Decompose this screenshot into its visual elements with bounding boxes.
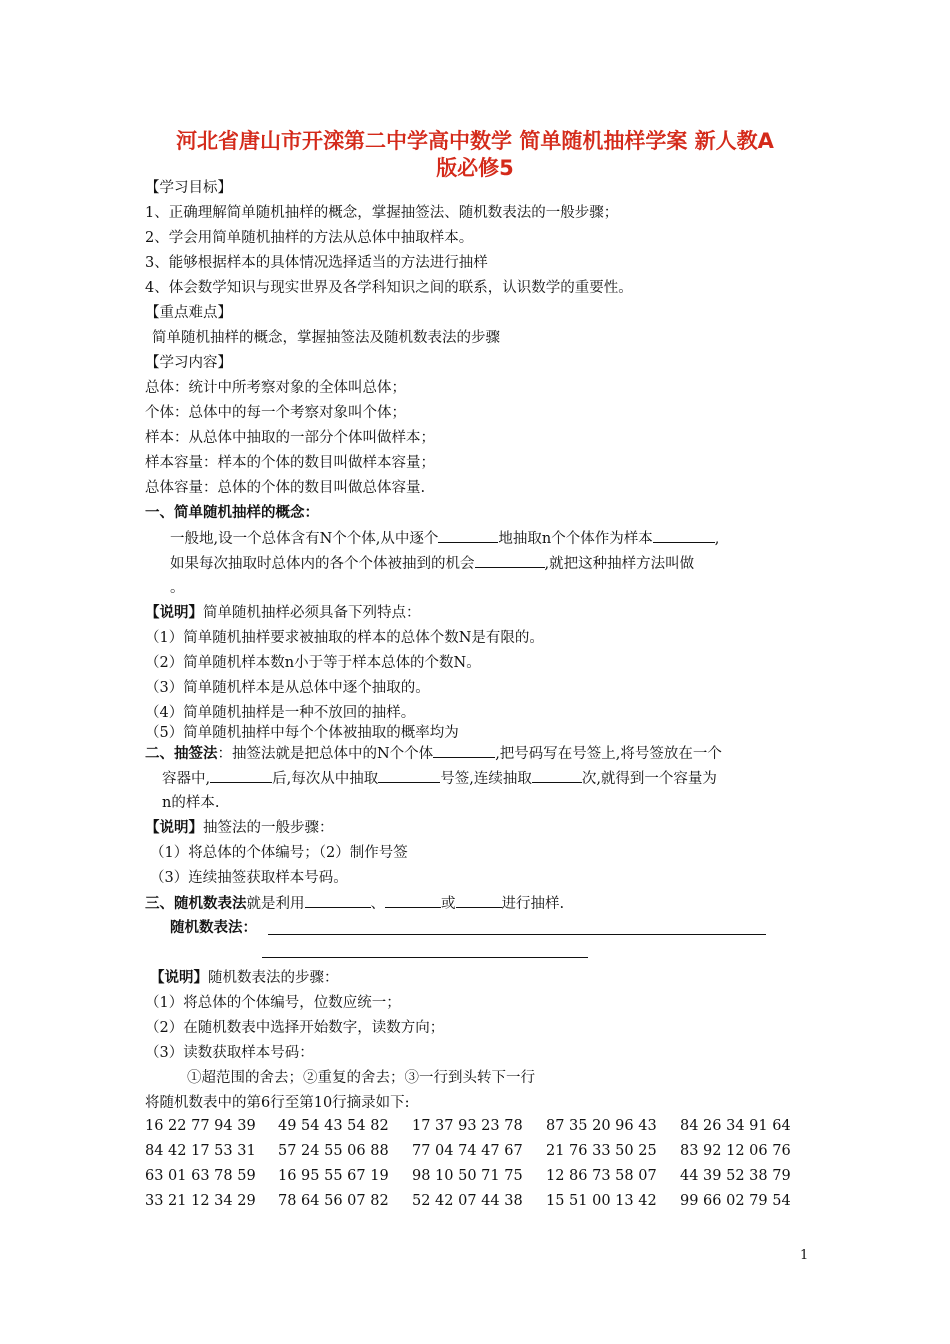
random-table-label: 随机数表法 [170, 920, 243, 936]
key-heading: 【重点难点】 [145, 305, 232, 321]
section2-note [145, 818, 334, 838]
number-group: 57 24 55 06 88 [278, 1143, 389, 1159]
text-run: 次,就得到一个容量为 [581, 771, 717, 787]
section1-paragraph-line3: 。 [170, 580, 185, 596]
reading-rules: ①超范围的舍去；②重复的舍去；③一行到头转下一行 [187, 1070, 535, 1086]
feature-point: （4）简单随机抽样是一种不放回的抽样。 [145, 705, 416, 721]
section1-paragraph-line2 [170, 553, 694, 574]
text-run: 地抽取n个个体作为样本 [498, 531, 653, 547]
number-group: 98 10 50 71 75 [412, 1168, 523, 1184]
fill-blank [378, 768, 440, 783]
text-run: 就是利用 [246, 896, 305, 912]
random-step: （2）在随机数表中选择开始数字，读数方向； [145, 1020, 445, 1036]
doc-title-line1: 河北省唐山市开滦第二中学高中数学 简单随机抽样学案 新人教A [176, 129, 774, 153]
random-step: （1）将总体的个体编号，位数应统一； [145, 995, 401, 1011]
section3-line1 [145, 893, 564, 914]
goals-heading: 【学习目标】 [145, 180, 232, 196]
text-run: 容器中, [162, 771, 211, 787]
number-group: 77 04 74 47 67 [412, 1143, 523, 1159]
goal-item: 3、能够根据样本的具体情况选择适当的方法进行抽样 [145, 255, 488, 271]
answer-line [268, 934, 766, 935]
content-heading: 【学习内容】 [145, 355, 232, 371]
number-group: 16 95 55 67 19 [278, 1168, 389, 1184]
number-group: 84 42 17 53 31 [145, 1143, 256, 1159]
fill-blank [475, 553, 545, 568]
doc-title-line2: 版必修5 [436, 156, 514, 180]
number-group: 78 64 56 07 82 [278, 1193, 389, 1209]
feature-point: （2）简单随机样本数n小于等于样本总体的个数N。 [145, 655, 481, 671]
text-run: ,把号码写在号签上,将号签放在一个 [495, 746, 722, 762]
definition: 总体容量：总体的个体的数目叫做总体容量. [145, 480, 426, 496]
number-group: 52 42 07 44 38 [412, 1193, 523, 1209]
goal-item: 4、体会数学知识与现实世界及各学科知识之间的联系，认识数学的重要性。 [145, 280, 633, 296]
definition: 样本容量：样本的个体的数目叫做样本容量； [145, 455, 435, 471]
text-run: , [714, 531, 720, 547]
definition: 样本：从总体中抽取的一部分个体叫做样本； [145, 430, 435, 446]
number-group: 16 22 77 94 39 [145, 1118, 256, 1134]
text-run: ,就把这种抽样方法叫做 [544, 556, 695, 572]
number-group: 87 35 20 96 43 [546, 1118, 657, 1134]
text-run: 号签,连续抽取 [440, 771, 532, 787]
fill-blank [210, 768, 272, 783]
fill-blank [653, 528, 715, 543]
fill-blank [438, 528, 498, 543]
number-group: 33 21 12 34 29 [145, 1193, 256, 1209]
section3-heading: 三、随机数表法 [145, 896, 247, 912]
lottery-step: （1）将总体的个体编号；（2）制作号签 [150, 845, 408, 861]
number-group: 83 92 12 06 76 [680, 1143, 791, 1159]
number-group: 15 51 00 13 42 [546, 1193, 657, 1209]
number-group: 17 37 93 23 78 [412, 1118, 523, 1134]
note-text: 简单随机抽样必须具备下列特点： [203, 605, 421, 621]
number-group: 21 76 33 50 25 [546, 1143, 657, 1159]
section1-paragraph-line1 [170, 528, 719, 549]
note-label: 【说明】 [145, 605, 203, 621]
fill-blank [385, 893, 441, 908]
number-group: 84 26 34 91 64 [680, 1118, 791, 1134]
section3-note [150, 968, 339, 988]
section2-line3: n的样本. [162, 795, 220, 811]
text-run: 或 [441, 896, 456, 912]
fill-blank [532, 768, 582, 783]
random-step: （3）读数获取样本号码： [145, 1045, 314, 1061]
number-group: 12 86 73 58 07 [546, 1168, 657, 1184]
note-label: 【说明】 [145, 820, 203, 836]
note-text: 抽签法的一般步骤： [203, 820, 334, 836]
fill-blank [305, 893, 371, 908]
note-label: 【说明】 [150, 970, 208, 986]
section2-line1 [145, 743, 722, 764]
section1-note [145, 603, 421, 623]
section2-heading: 二、抽签法 [145, 746, 218, 762]
text-run: 进行抽样. [501, 896, 565, 912]
goal-item: 1、正确理解简单随机抽样的概念，掌握抽签法、随机数表法的一般步骤； [145, 205, 619, 221]
feature-point: （3）简单随机样本是从总体中逐个抽取的。 [145, 680, 430, 696]
feature-point: （1）简单随机抽样要求被抽取的样本的总体个数N是有限的。 [145, 630, 544, 646]
section1-heading: 一、简单随机抽样的概念： [145, 505, 319, 521]
number-group: 63 01 63 78 59 [145, 1168, 256, 1184]
note-text: 随机数表法的步骤： [208, 970, 339, 986]
fill-blank [433, 743, 495, 758]
page-number: 1 [800, 1248, 809, 1263]
text-run: 、 [370, 896, 385, 912]
goal-item: 2、学会用简单随机抽样的方法从总体中抽取样本。 [145, 230, 474, 246]
text-run: 如果每次抽取时总体内的各个个体被抽到的机会 [170, 556, 475, 572]
number-group: 49 54 43 54 82 [278, 1118, 389, 1134]
text-run: 一般地,设一个总体含有N个个体,从中逐个 [170, 531, 439, 547]
key-text: 简单随机抽样的概念，掌握抽签法及随机数表法的步骤 [152, 330, 500, 346]
text-run: 后,每次从中抽取 [272, 771, 379, 787]
definition: 总体：统计中所考察对象的全体叫总体； [145, 380, 406, 396]
text-run: ：抽签法就是把总体中的N个个体 [217, 746, 434, 762]
definition: 个体：总体中的每一个考察对象叫个体； [145, 405, 406, 421]
answer-line [262, 957, 588, 958]
section2-line2 [162, 768, 717, 789]
fill-blank [456, 893, 502, 908]
colon: ： [242, 920, 257, 936]
feature-point: （5）简单随机抽样中每个个体被抽取的概率均为 [145, 725, 459, 741]
number-group: 44 39 52 38 79 [680, 1168, 791, 1184]
table-intro: 将随机数表中的第6行至第10行摘录如下: [145, 1095, 410, 1111]
section3-line2 [170, 918, 257, 938]
lottery-step: （3）连续抽签获取样本号码。 [150, 870, 348, 886]
number-group: 99 66 02 79 54 [680, 1193, 791, 1209]
